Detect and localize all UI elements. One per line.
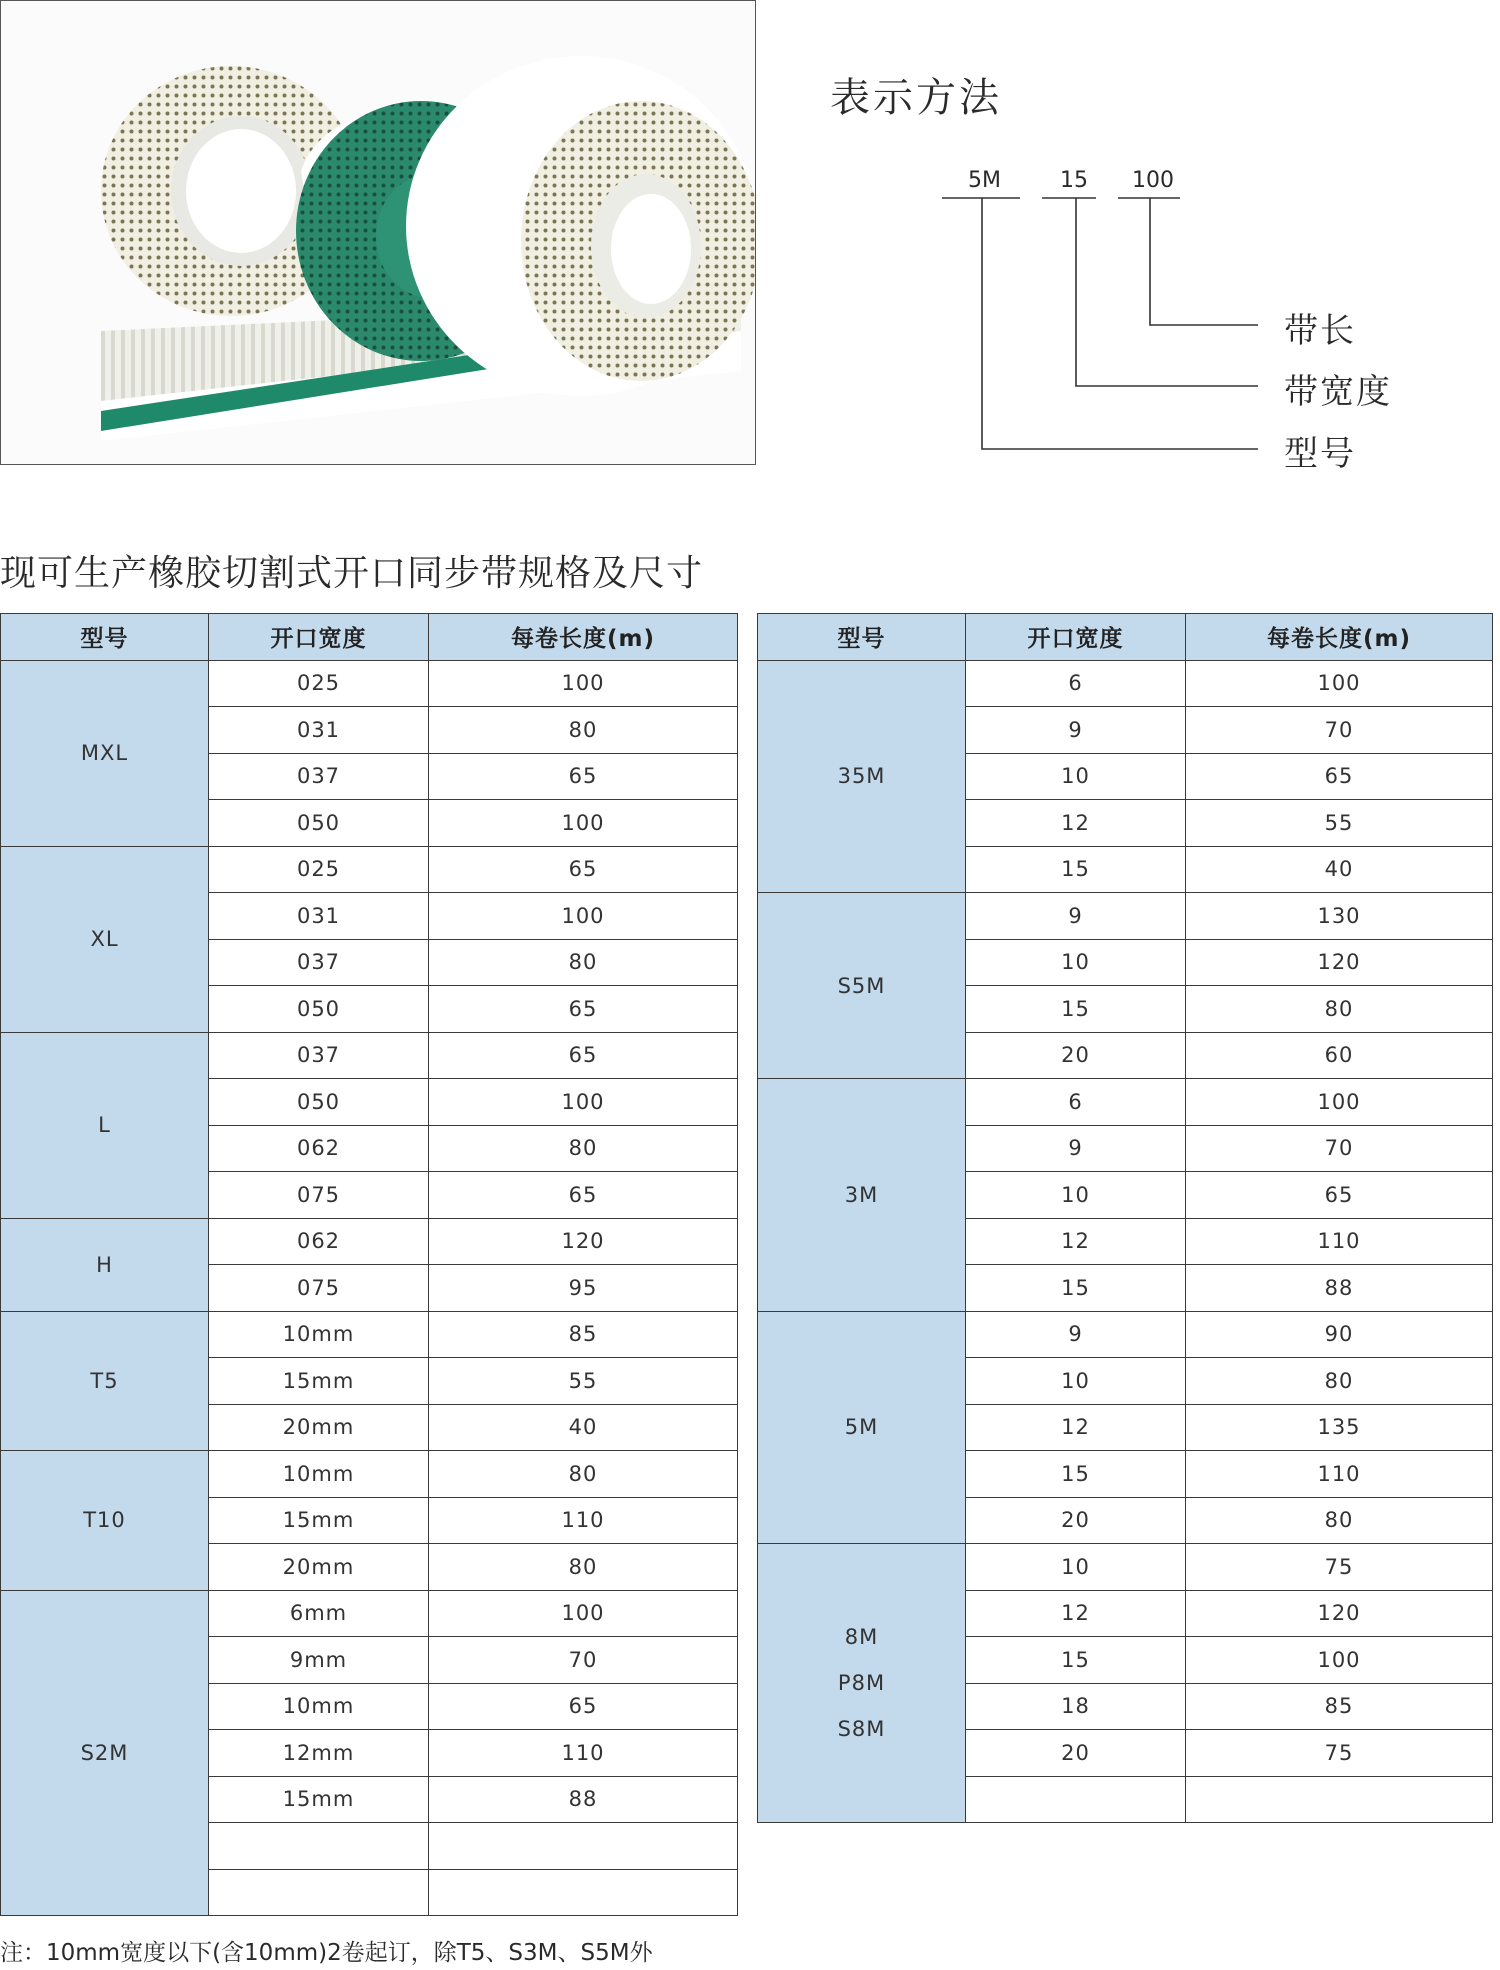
- width-cell: 12: [966, 1404, 1186, 1451]
- length-cell: 90: [1186, 1311, 1493, 1358]
- width-cell: 062: [209, 1125, 429, 1172]
- length-cell: 70: [429, 1637, 738, 1684]
- header-model: 型号: [758, 614, 966, 661]
- model-name: 5M: [844, 1415, 879, 1440]
- length-cell: 80: [1186, 986, 1493, 1033]
- length-cell: 65: [429, 1032, 738, 1079]
- table-row: [758, 893, 1493, 940]
- model-cell: [1, 1218, 209, 1311]
- model-cell: [758, 1544, 966, 1823]
- length-cell: 70: [1186, 1125, 1493, 1172]
- length-cell: 80: [1186, 1358, 1493, 1405]
- width-cell: 20mm: [209, 1404, 429, 1451]
- width-cell: 050: [209, 1079, 429, 1126]
- notation-leader-lines: [770, 60, 1470, 480]
- length-cell: 100: [1186, 1079, 1493, 1126]
- table-row: [1, 846, 738, 893]
- length-cell: 95: [429, 1265, 738, 1312]
- code-width-label: 15: [1060, 168, 1088, 193]
- model-cell: [758, 1079, 966, 1312]
- model-name: T10: [83, 1508, 126, 1533]
- model-name: 3M: [844, 1182, 879, 1207]
- length-cell: 120: [429, 1218, 738, 1265]
- spec-table-right: [757, 613, 1493, 1823]
- length-cell: 65: [1186, 1172, 1493, 1219]
- table-row: [758, 1311, 1493, 1358]
- length-cell: 80: [429, 939, 738, 986]
- width-cell: 15: [966, 986, 1186, 1033]
- header-length: 每卷长度(m): [1186, 614, 1493, 661]
- model-cell: [1, 846, 209, 1032]
- width-cell: 9mm: [209, 1637, 429, 1684]
- width-cell: 18: [966, 1683, 1186, 1730]
- width-cell: 025: [209, 846, 429, 893]
- length-cell: 100: [429, 1079, 738, 1126]
- length-cell: 120: [1186, 1590, 1493, 1637]
- length-cell: 80: [429, 1125, 738, 1172]
- table-row: [1, 1032, 738, 1079]
- length-cell: 110: [429, 1730, 738, 1777]
- meaning-belt-length: 带长: [1284, 311, 1356, 351]
- table-row: [1, 1590, 738, 1637]
- width-cell: 10: [966, 1544, 1186, 1591]
- width-cell: 15: [966, 1265, 1186, 1312]
- width-cell: 12: [966, 800, 1186, 847]
- width-cell: 075: [209, 1265, 429, 1312]
- footnote: 注：10mm宽度以下(含10mm)2卷起订，除T5、S3M、S5M外: [0, 1940, 653, 1966]
- width-cell: 025: [209, 660, 429, 707]
- length-cell: 40: [1186, 846, 1493, 893]
- width-cell: 15mm: [209, 1358, 429, 1405]
- length-cell: 80: [1186, 1497, 1493, 1544]
- length-cell: 100: [429, 893, 738, 940]
- width-cell: 075: [209, 1172, 429, 1219]
- length-cell: 110: [1186, 1451, 1493, 1498]
- width-cell: 9: [966, 893, 1186, 940]
- model-cell: [1, 1451, 209, 1591]
- width-cell: 050: [209, 986, 429, 1033]
- width-cell: 12mm: [209, 1730, 429, 1777]
- length-cell: [1186, 1776, 1493, 1823]
- width-cell: 6: [966, 660, 1186, 707]
- table-row: [1, 660, 738, 707]
- model-name: T5: [90, 1368, 119, 1393]
- width-cell: 10: [966, 1358, 1186, 1405]
- length-cell: 60: [1186, 1032, 1493, 1079]
- model-name: 35M: [837, 764, 886, 789]
- width-cell: 12: [966, 1590, 1186, 1637]
- length-cell: 88: [429, 1776, 738, 1823]
- width-cell: 031: [209, 893, 429, 940]
- code-length-label: 100: [1132, 168, 1174, 193]
- width-cell: 20: [966, 1730, 1186, 1777]
- meaning-model: 型号: [1284, 434, 1356, 474]
- product-photo: [0, 0, 756, 465]
- width-cell: 037: [209, 1032, 429, 1079]
- length-cell: 80: [429, 1451, 738, 1498]
- width-cell: 062: [209, 1218, 429, 1265]
- width-cell: 10: [966, 1172, 1186, 1219]
- model-name: H: [96, 1252, 113, 1277]
- length-cell: 100: [429, 1590, 738, 1637]
- model-name: L: [98, 1113, 111, 1137]
- table-body: [758, 660, 1493, 1823]
- width-cell: 10mm: [209, 1311, 429, 1358]
- width-cell: 15: [966, 1451, 1186, 1498]
- width-cell: 6: [966, 1079, 1186, 1126]
- length-cell: 55: [429, 1358, 738, 1405]
- meaning-belt-width: 带宽度: [1284, 372, 1392, 412]
- length-cell: 100: [1186, 660, 1493, 707]
- table-row: [758, 1544, 1493, 1591]
- timing-belt-rolls-illustration: [1, 1, 756, 465]
- table-row: [1, 1451, 738, 1498]
- length-cell: 80: [429, 1544, 738, 1591]
- length-cell: 130: [1186, 893, 1493, 940]
- model-cell: [758, 1311, 966, 1544]
- table-row: [758, 660, 1493, 707]
- length-cell: 55: [1186, 800, 1493, 847]
- code-type-label: 5M: [968, 168, 1001, 193]
- length-cell: 85: [429, 1311, 738, 1358]
- width-cell: 050: [209, 800, 429, 847]
- table-header-row: [758, 614, 1493, 661]
- model-cell: [1, 1032, 209, 1218]
- length-cell: 110: [429, 1497, 738, 1544]
- width-cell: [209, 1869, 429, 1916]
- width-cell: 9: [966, 707, 1186, 754]
- model-cell: [1, 660, 209, 846]
- length-cell: [429, 1869, 738, 1916]
- length-cell: 85: [1186, 1683, 1493, 1730]
- width-cell: 031: [209, 707, 429, 754]
- width-cell: 6mm: [209, 1590, 429, 1637]
- width-cell: 10mm: [209, 1451, 429, 1498]
- table-row: [1, 1311, 738, 1358]
- length-cell: 120: [1186, 939, 1493, 986]
- model-cell: [1, 1311, 209, 1451]
- header-model: 型号: [1, 614, 209, 661]
- length-cell: 65: [1186, 753, 1493, 800]
- length-cell: 65: [429, 1683, 738, 1730]
- header-width: 开口宽度: [209, 614, 429, 661]
- length-cell: 88: [1186, 1265, 1493, 1312]
- width-cell: 15: [966, 846, 1186, 893]
- notation-diagram: [770, 60, 1470, 480]
- width-cell: 20: [966, 1497, 1186, 1544]
- length-cell: 75: [1186, 1730, 1493, 1777]
- width-cell: 20mm: [209, 1544, 429, 1591]
- width-cell: 10: [966, 939, 1186, 986]
- model-name: 8M: [844, 1625, 879, 1649]
- length-cell: 70: [1186, 707, 1493, 754]
- model-name: S2M: [80, 1740, 129, 1765]
- width-cell: 10mm: [209, 1683, 429, 1730]
- model-name: MXL: [80, 741, 129, 765]
- width-cell: 12: [966, 1218, 1186, 1265]
- model-name: P8M: [837, 1671, 886, 1695]
- model-name: S5M: [837, 973, 886, 998]
- model-cell: [1, 1590, 209, 1916]
- length-cell: 65: [429, 753, 738, 800]
- model-name: XL: [90, 927, 119, 951]
- model-cell: [758, 660, 966, 893]
- length-cell: 100: [1186, 1637, 1493, 1684]
- length-cell: 135: [1186, 1404, 1493, 1451]
- width-cell: 037: [209, 939, 429, 986]
- model-cell: [758, 893, 966, 1079]
- table-row: [1, 1218, 738, 1265]
- length-cell: [429, 1823, 738, 1870]
- length-cell: 100: [429, 660, 738, 707]
- length-cell: 75: [1186, 1544, 1493, 1591]
- length-cell: 80: [429, 707, 738, 754]
- width-cell: [966, 1776, 1186, 1823]
- length-cell: 110: [1186, 1218, 1493, 1265]
- width-cell: 037: [209, 753, 429, 800]
- spec-table-left: [0, 613, 738, 1916]
- notation-title: 表示方法: [830, 75, 1002, 121]
- width-cell: 15: [966, 1637, 1186, 1684]
- width-cell: 20: [966, 1032, 1186, 1079]
- width-cell: 15mm: [209, 1497, 429, 1544]
- table-body: [1, 660, 738, 1916]
- model-name: S8M: [837, 1717, 886, 1741]
- width-cell: 10: [966, 753, 1186, 800]
- width-cell: [209, 1823, 429, 1870]
- table-row: [758, 1079, 1493, 1126]
- width-cell: 9: [966, 1311, 1186, 1358]
- length-cell: 100: [429, 800, 738, 847]
- length-cell: 65: [429, 986, 738, 1033]
- header-length: 每卷长度(m): [429, 614, 738, 661]
- width-cell: 9: [966, 1125, 1186, 1172]
- section-title: 现可生产橡胶切割式开口同步带规格及尺寸: [0, 553, 704, 594]
- width-cell: 15mm: [209, 1776, 429, 1823]
- length-cell: 65: [429, 846, 738, 893]
- length-cell: 65: [429, 1172, 738, 1219]
- header-width: 开口宽度: [966, 614, 1186, 661]
- length-cell: 40: [429, 1404, 738, 1451]
- table-header-row: [1, 614, 738, 661]
